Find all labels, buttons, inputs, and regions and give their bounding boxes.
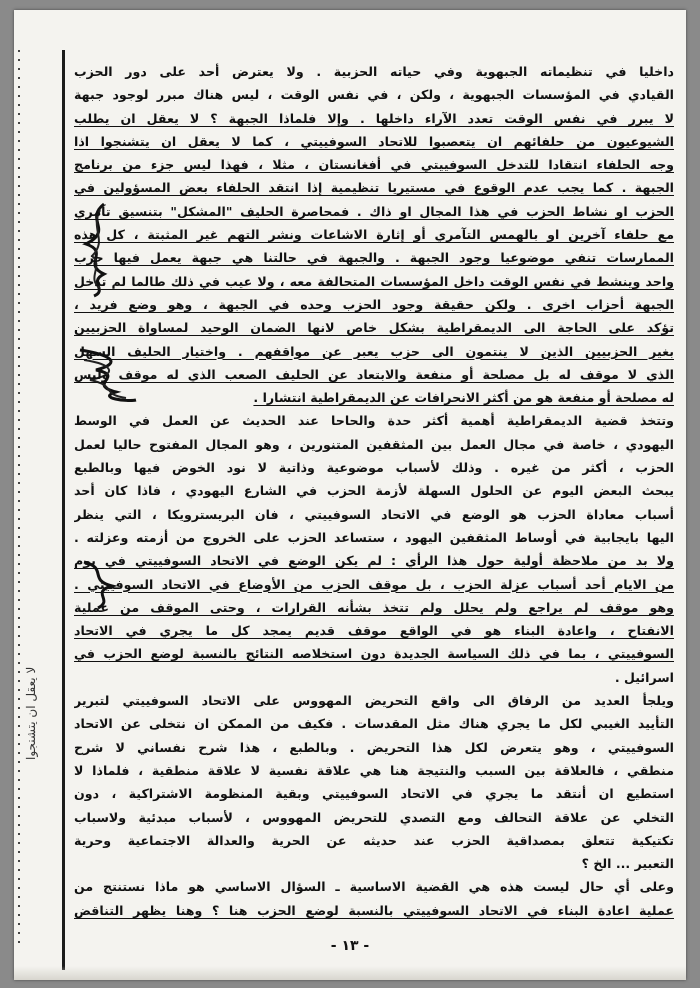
document-page [14, 10, 686, 980]
text-line: مع حلفاء آخرين او بالهمس التآمري أو إثارة الاشاعات ونشر التهم غير المثبتة ، كل هذه [74, 227, 674, 243]
text-line: الممارسات تنفي موضوعيا وجود الجبهة . والجبهة في حالتنا هي جبهة يعمل فيها حزب [74, 250, 674, 266]
body-text [74, 60, 674, 922]
text-line: داخليا في تنظيماته الجبهوية وفي حياته الحزبية . ولا يعترض أحد على دور الحزب [74, 64, 674, 79]
text-line: الانفتاح ، واعادة البناء هو في الواقع موقف قديم يمجد كل ما يجري في الاتحاد [74, 623, 674, 639]
text-line: يبحث البعض اليوم عن الحلول السهلة لأزمة الحزب في الشارع اليهودي ، فاذا كان أحد [74, 483, 674, 499]
text-line: القيادي في المؤسسات الجبهوية ، ولكن ، في نفس الوقت ، ليس هناك مبرر لوجود جبهة [74, 87, 674, 103]
page-number: - ١٣ - [330, 938, 370, 954]
text-line: وجه الحلفاء انتقادا للتدخل السوفييتي في أفغانستان ، مثلا ، فهذا ليس جزء من برنامج [74, 157, 674, 173]
text-line: له مصلحة أو منفعة هو من أكثر الانحرافات عن الديمقراطية انتشارا . [253, 390, 674, 406]
text-line: الجبهة أحزاب اخرى . ولكن حقيقة وجود الحزب وحده في الجبهة ، وهو وضع فريد ، [74, 296, 674, 312]
text-line: تكتيكية تتعلق بمصداقية الحزب عند حديثه عن الحرية والعدالة الاجتماعية وحرية [74, 832, 674, 848]
text-line: أسباب معاداة الحزب هو الوضع في الاتحاد السوفييتي ، فان البريسترويكا ، التي ينظر [74, 506, 674, 522]
text-line: الذي لا موقف له بل مصلحة أو منفعة والابتعاد عن الحليف الصعب الذي له موقف وليس [74, 366, 674, 382]
text-line: واحد وينشط في نفس الوقت داخل المؤسسات المتحالفة معه ، ولا عيب في ذلك طالما لم تدخل [74, 273, 674, 289]
handwritten-margin-note: لا يعقل ان يتشنجوا [24, 666, 38, 760]
text-line: السوفييتي ، بما في ذلك السياسة الجديدة دون استخلاصه النتائج بالنسبة لوضع الحزب في [74, 646, 674, 662]
text-line: التخلي عن علاقة التحالف ومع التصدي للتحريض المهووس ، لأسباب مبدئية ولاسباب [74, 809, 674, 825]
text-line: الجبهة . كما يجب عدم الوقوع في مستيريا تنظيمية إذا انتقد الحلفاء بعض المسؤولين في [74, 180, 674, 196]
text-line: ولا بد من ملاحظة أولية حول هذا الرأي : لم يكن الوضع في الاتحاد السوفييتي في يوم [74, 553, 674, 569]
text-line: بغير الحزبيين الذين لا ينتمون الى حزب يعبر عن مواقفهم . واختيار الحليف السهل [74, 343, 674, 359]
text-line: من الايام أحد أسباب عزلة الحزب ، بل موقف الحزب من الأوضاع في الاتحاد السوفييتي . [74, 576, 674, 592]
text-line: عملية اعادة البناء في الاتحاد السوفييتي بالنسبة لوضع الحزب هنا ؟ وهنا يظهر التناقض [74, 902, 674, 918]
page-edge-shade [14, 966, 686, 980]
text-line: اسرائيل . [614, 669, 674, 685]
text-line: وهو موقف لم يراجع ولم يحلل ولم تتخذ بشأنه القرارات ، وحتى الموقف من عملية [74, 599, 674, 615]
text-line: التأييد الغيبي لكل ما يجري هناك مثل المقدسات . فكيف من الممكن ان نتخلى عن الاتحاد [74, 716, 674, 732]
text-line: اليها بايجابية في أوساط المثقفين اليهود ، ستساعد الحزب على الخروج من أزمته وعزلته . [74, 529, 674, 545]
text-line: التعبير ... الخ ؟ [581, 856, 674, 872]
text-line: وعلى أي حال ليست هذه هي القضية الاساسية ـ السؤال الاساسي هو ماذا نستنتج من [74, 879, 674, 895]
text-line: ويلجأ العديد من الرفاق الى واقع التحريض المهووس على الاتحاد السوفييتي لتبرير [74, 693, 674, 709]
text-line: وتتخذ قضية الديمقراطية أهمية أكثر حدة والحاحا عند الحديث عن العمل في الوسط [74, 413, 674, 429]
text-line: تؤكد على الحاجة الى الديمقراطية بشكل خاص لانها الضمان الوحيد لمساواة الحزبيين [74, 320, 674, 336]
text-line: منطقي ، فالعلاقة بين السبب والنتيجة هنا هي علاقة نفسية لا علاقة منطقية ، فلماذا لا [74, 762, 674, 778]
text-line: الشيوعيون من حلفائهم ان يتعصبوا للاتحاد السوفييتي ، كما لا يعقل ان يتشنجوا اذا [74, 133, 674, 149]
perforation-dots [18, 50, 20, 950]
text-line: الحزب ، أكثر من غيره . وذلك لأسباب موضوعية وذاتية لا نود الخوض فيها وبالطبع [74, 460, 674, 476]
text-line: الحزب او نشاط الحزب في هذا المجال او ذاك . فمحاصرة الحليف "المشكل" بتنسيق تآمري [74, 203, 674, 219]
text-line: استطيع ان أنتقد ما يجري في الاتحاد السوفييتي وبقية المنظومة الاشتراكية ، دون [74, 786, 674, 802]
margin-rule [62, 50, 65, 970]
text-line: لا يبرر في نفس الوقت تعدد الآراء داخلها . وإلا فلماذا الجبهة ؟ لا يعقل ان يطلب [74, 110, 674, 126]
text-line: اليهودي ، خاصة في مجال العمل بين المثقفين المتنورين ، وهو المجال المفتوح حاليا لعمل [74, 436, 674, 452]
text-line: السوفييتي ، وهو يتعرض لكل هذا التحريض . وبالطبع ، هذا شرح نفساني لا شرح [74, 739, 674, 755]
